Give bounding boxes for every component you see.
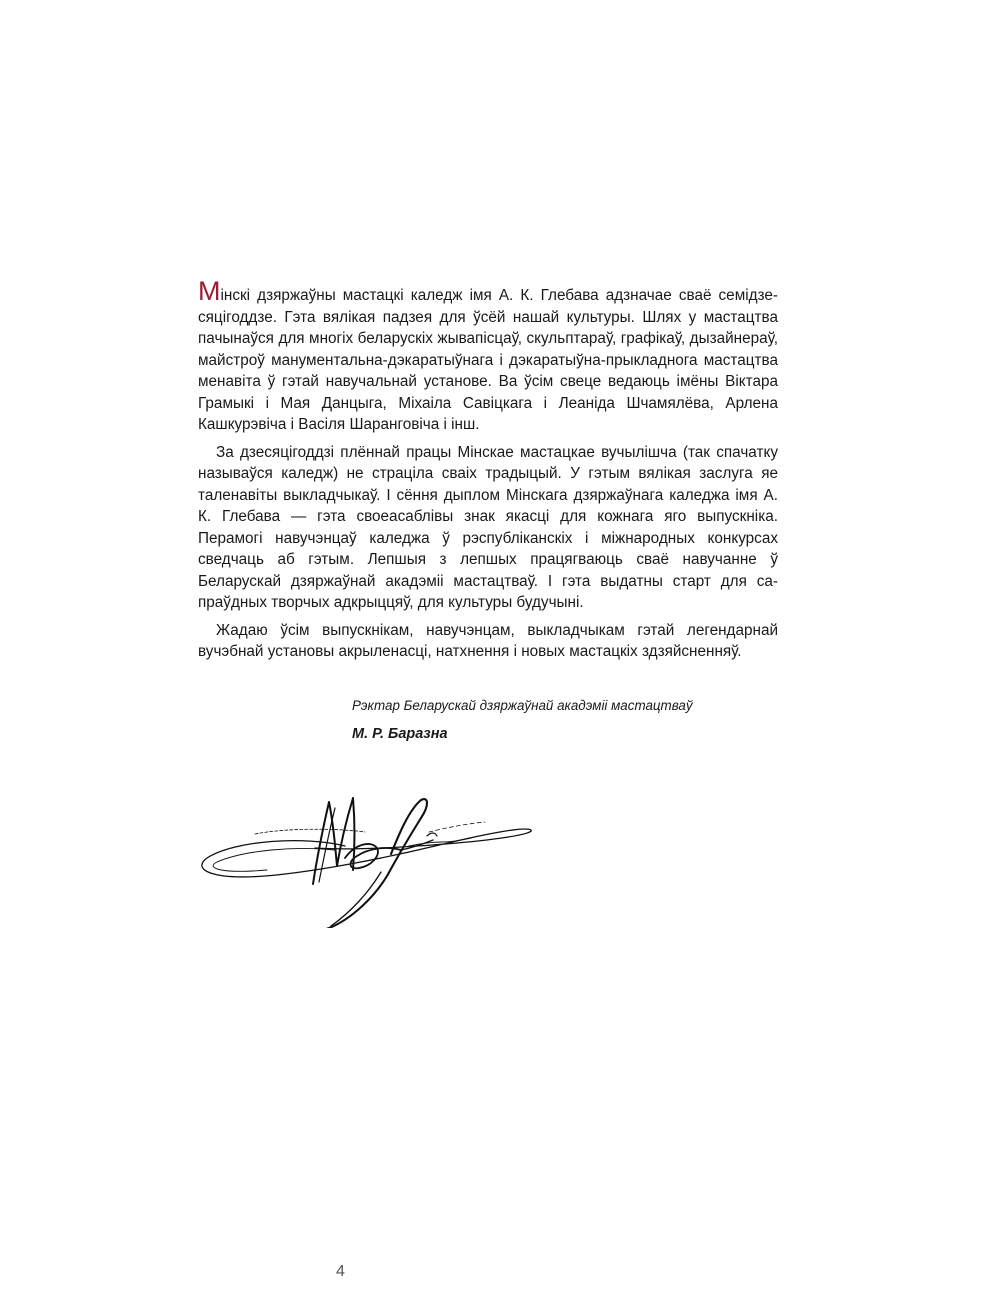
page-number: 4 [336, 1263, 345, 1280]
paragraph-3: Жадаю ўсім выпускнікам, навучэнцам, выкладчыкам гэтай легендарнай вучэбнай установы акрыленасці, натхнення і новых мастацкіх здзяйсненняў. [198, 621, 778, 660]
paragraph-1 [198, 276, 778, 436]
signatory-name: М. Р. Баразна [352, 726, 448, 742]
handwritten-signature-icon [195, 788, 540, 928]
letter-body [198, 276, 778, 663]
drop-cap: М [198, 276, 221, 306]
paragraph-1-text: інскі дзяржаўны мастацкі каледж імя А. К. Глебава адзначае сваё семідзесяцігоддзе. Гэта вялікая падзея для ўсёй нашай культуры. Шлях у мастацтва пачынаўся для многіх беларускіх жывапісцаў, скульптараў, графікаў, дызайнераў, майстроў манументальна-дэкаратыўнага і дэкаратыўна-прыкладнога мастацтва менавіта ў гэтай навучальнай установе. Ва ўсім свеце ведаюць імёны Віктара Грамыкі і Мая Данцыга, Міхаіла Савіцкага і Леаніда Шчамялёва, Арлена Кашкурэвіча і Васіля Шаранговіча і інш. [198, 287, 778, 433]
signature-block [352, 698, 693, 742]
paragraph-2: За дзесяцігоддзі плённай працы Мінскае мастацкае вучылішча (так спачатку называўся каледж) не страціла сваіх традыцый. У гэтым вялікая заслуга яе таленавіты выкладчыкаў. І сёння дыплом Мінскага дзяржаўнага каледжа імя А. К. Глебава — гэта своеасаблівы знак якасці для кожнага яго выпускніка. Перамогі навучэнцаў каледжа ў рэспубліканскіх і міжнародных конкурсах сведчаць аб гэтым. Лепшыя з лепшых працягваюць сваё навучанне ў Беларускай дзяржаўнай акадэміі мастацтваў. І гэта выдатны старт для сапраўдных творчых адкрыццяў, для культуры будучыні. [198, 443, 778, 611]
signatory-title: Рэктар Беларускай дзяржаўнай акадэміі мастацтваў [352, 698, 693, 713]
